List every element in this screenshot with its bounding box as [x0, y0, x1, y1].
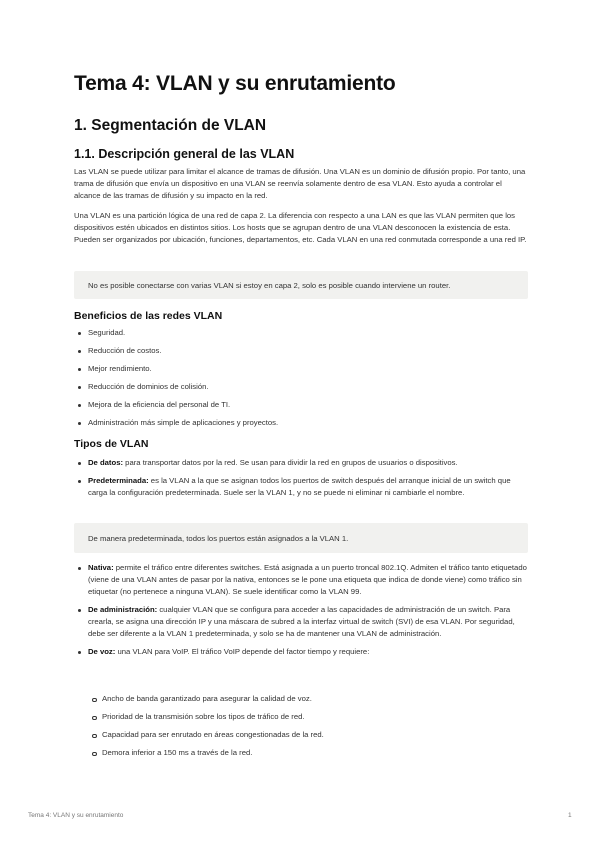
- list-item: Prioridad de la transmisión sobre los tipos de tráfico de red.: [88, 711, 528, 729]
- list-item: Capacidad para ser enrutado en áreas congestionadas de la red.: [88, 729, 528, 747]
- list-item: Reducción de dominios de colisión.: [74, 381, 528, 399]
- bullet-icon: [78, 462, 81, 465]
- section-heading: 1. Segmentación de VLAN: [74, 117, 267, 134]
- bullet-icon: [78, 567, 81, 570]
- types-list-b: [74, 562, 528, 658]
- hollow-bullet-icon: [92, 752, 97, 757]
- bullet-icon: [78, 368, 81, 371]
- list-item: De administración: cualquier VLAN que se configura para acceder a las capacidades de administración de un switch. Para crearla, se asigna una dirección IP y una máscara de subred a la interfaz virtual de switch (SVI) de esa VLAN. Por seguridad, debe ser diferente a la VLAN 1 predeterminada, y solo se ha de mantener una VLAN de administración.: [74, 604, 528, 640]
- footer-title: Tema 4: VLAN y su enrutamiento: [28, 812, 124, 819]
- bullet-icon: [78, 480, 81, 483]
- bullet-icon: [78, 386, 81, 389]
- bullet-icon: [78, 350, 81, 353]
- paragraph-2: Una VLAN es una partición lógica de una red de capa 2. La diferencia con respecto a una LAN es que las VLAN permiten que los dispositivos estén ubicados en distintos sitios. Los hosts que se agrupan dentro de una VLAN desconocen la existencia de esta. Pueden ser organizados por ubicación, funciones, departamentos, etc. Cada VLAN en una red conmutada corresponde a una red IP.: [74, 211, 527, 244]
- callout-text: De manera predeterminada, todos los puertos están asignados a la VLAN 1.: [88, 533, 349, 543]
- hollow-bullet-icon: [92, 698, 97, 703]
- bullet-icon: [78, 332, 81, 335]
- list-item: Seguridad.: [74, 327, 528, 345]
- callout-note: [74, 271, 528, 299]
- list-item: Mejor rendimiento.: [74, 363, 528, 381]
- list-item: Demora inferior a 150 ms a través de la red.: [88, 747, 528, 765]
- callout-note: [74, 523, 528, 553]
- bullet-icon: [78, 404, 81, 407]
- hollow-bullet-icon: [92, 734, 97, 739]
- bullet-icon: [78, 609, 81, 612]
- benefits-list: [74, 327, 528, 435]
- list-item: De voz: una VLAN para VoIP. El tráfico VoIP depende del factor tiempo y requiere:: [74, 646, 528, 658]
- bullet-icon: [78, 422, 81, 425]
- page-title: Tema 4: VLAN y su enrutamiento: [74, 72, 396, 95]
- bullet-icon: [78, 651, 81, 654]
- list-item: Mejora de la eficiencia del personal de TI.: [74, 399, 528, 417]
- hollow-bullet-icon: [92, 716, 97, 721]
- list-item: Nativa: permite el tráfico entre diferentes switches. Está asignada a un puerto troncal 802.1Q. Admiten el tráfico tanto etiquetado (viene de una VLAN antes de pasar por la nativa, entonces se le pone una etiqueta que indica de donde viene) como tráfico sin etiquetar (no pertenece a ninguna VLAN). Se suele identificar como la VLAN 99.: [74, 562, 528, 598]
- list-item: Ancho de banda garantizado para asegurar la calidad de voz.: [88, 693, 528, 711]
- benefits-heading: Beneficios de las redes VLAN: [74, 310, 223, 322]
- paragraph-1: Las VLAN se puede utilizar para limitar el alcance de tramas de difusión. Una VLAN es un dominio de difusión propio. Por tanto, una trama de difusión que envía un dispositivo en una VLAN se reenvía solamente dentro de esa VLAN. Esto ayuda a controlar el alcance de las tramas de difusión y su impacto en la red.: [74, 167, 526, 200]
- types-heading: Tipos de VLAN: [74, 438, 149, 450]
- subsection-heading: 1.1. Descripción general de las VLAN: [74, 147, 295, 161]
- footer-page-number: 1: [568, 812, 572, 819]
- list-item: De datos: para transportar datos por la red. Se usan para dividir la red en grupos de usuarios o dispositivos.: [74, 457, 528, 469]
- callout-text: No es posible conectarse con varias VLAN si estoy en capa 2, solo es posible cuando interviene un router.: [88, 280, 451, 290]
- list-item: Reducción de costos.: [74, 345, 528, 363]
- voice-requirements-list: [88, 693, 528, 765]
- list-item: Administración más simple de aplicaciones y proyectos.: [74, 417, 528, 435]
- list-item: Predeterminada: es la VLAN a la que se asignan todos los puertos de switch después del arranque inicial de un switch que carga la configuración predeterminada. Suele ser la VLAN 1, y no se puede ni eliminar ni cambiarle el nombre.: [74, 475, 528, 499]
- types-list-a: [74, 457, 528, 499]
